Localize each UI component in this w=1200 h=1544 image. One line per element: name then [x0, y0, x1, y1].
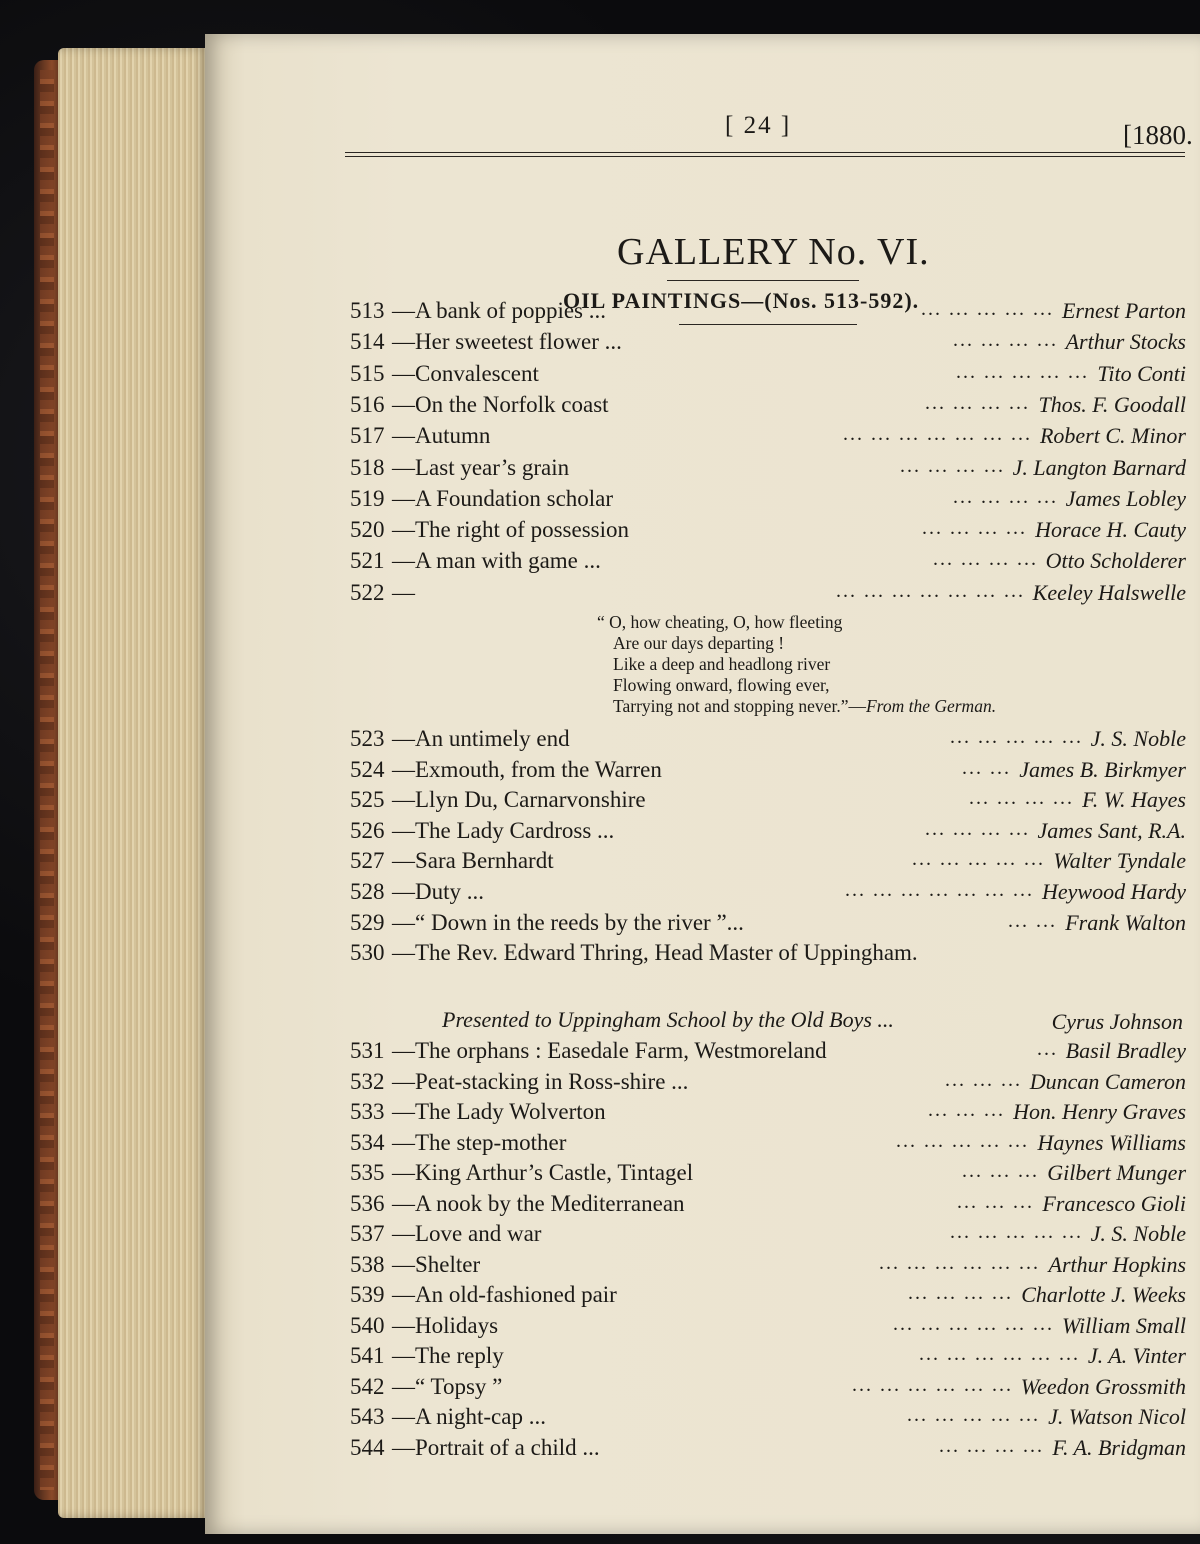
- artist-name: Gilbert Munger: [1047, 1160, 1186, 1185]
- entry-number: 524: [350, 756, 385, 782]
- catalogue-entry: [350, 726, 1186, 756]
- entry-number: 521: [350, 548, 385, 574]
- entry-number: 516: [350, 391, 385, 417]
- catalogue-entry: [350, 1069, 1186, 1099]
- entry-number: 513: [350, 298, 385, 323]
- page-number: [ 24 ]: [725, 112, 792, 139]
- leader-dots: ... ... ... ...: [933, 548, 1038, 571]
- entry-number: 518: [350, 454, 385, 480]
- entry-title: —“ Down in the reeds by the river ”...: [392, 909, 744, 935]
- artist-name: J. A. Vinter: [1087, 1343, 1186, 1368]
- entry-title: —A nook by the Mediterranean: [392, 1190, 685, 1216]
- quote-line: “ O, how cheating, O, how fleeting: [597, 612, 843, 632]
- leader-dots: ... ... ... ...: [925, 391, 1030, 414]
- leader-dots: ... ... ... ... ...: [912, 848, 1045, 871]
- catalogue-entry: [350, 1130, 1186, 1160]
- entry-number: 532: [350, 1068, 385, 1094]
- artist-name: Tito Conti: [1097, 360, 1186, 386]
- entry-number: 536: [350, 1190, 385, 1216]
- artist-name: Cyrus Johnson: [1051, 1009, 1183, 1034]
- artist-name: Charlotte J. Weeks: [1021, 1282, 1186, 1307]
- entry-title: —An untimely end: [392, 726, 570, 751]
- leader-dots: ... ... ... ... ...: [896, 1129, 1029, 1152]
- catalogue-entry: [350, 1282, 1186, 1312]
- entry-number: 533: [350, 1099, 385, 1124]
- entry-number: 517: [350, 423, 385, 449]
- entry-number: 538: [350, 1251, 385, 1277]
- entry-title: —The step-mother: [392, 1129, 567, 1155]
- entry-number: 541: [350, 1343, 385, 1368]
- catalogue-entry: [350, 329, 1186, 359]
- artist-name: Weedon Grossmith: [1020, 1373, 1186, 1399]
- entry-title: —Peat-stacking in Ross-shire ...: [392, 1068, 689, 1094]
- artist-name: J. Watson Nicol: [1048, 1404, 1186, 1429]
- leader-dots: ... ...: [962, 756, 1011, 779]
- catalogue-entry: [350, 848, 1186, 878]
- catalogue-entry: [350, 910, 1186, 940]
- quote-line: Are our days departing !: [613, 633, 785, 653]
- leader-dots: ... ... ... ...: [939, 1434, 1044, 1457]
- entry-number: 535: [350, 1160, 385, 1185]
- entry-title: —On the Norfolk coast: [392, 391, 609, 417]
- artist-name: Horace H. Cauty: [1035, 517, 1186, 543]
- leader-dots: ... ... ... ... ...: [956, 360, 1089, 383]
- catalogue-entry: [350, 298, 1186, 328]
- catalogue-entry: [350, 1221, 1186, 1251]
- quote-line: Flowing onward, flowing ever,: [613, 675, 830, 695]
- artist-name: J. Langton Barnard: [1012, 454, 1186, 480]
- leader-dots: ... ... ... ... ... ...: [893, 1312, 1054, 1335]
- entry-title: —Llyn Du, Carnarvonshire: [392, 787, 646, 813]
- artist-name: Heywood Hardy: [1042, 879, 1186, 904]
- catalogue-entry: [350, 1404, 1186, 1434]
- catalogue-entry: [350, 1191, 1186, 1221]
- section-heading: OIL PAINTINGS—(Nos. 513-592).: [563, 288, 920, 313]
- catalogue-entry: [350, 361, 1186, 391]
- artist-name: F. W. Hayes: [1082, 787, 1186, 813]
- leader-dots: ... ... ... ... ... ... ...: [843, 423, 1032, 446]
- catalogue-entry: [350, 1038, 1186, 1068]
- catalogue-entry: [350, 455, 1186, 485]
- entry-number: 519: [350, 485, 385, 511]
- entry-number: 529: [350, 909, 385, 935]
- gallery-title: GALLERY No. VI.: [617, 231, 930, 273]
- entry-title: —Convalescent: [392, 360, 539, 386]
- leader-dots: ... ... ...: [928, 1099, 1005, 1121]
- entry-title: —A night-cap ...: [392, 1404, 546, 1429]
- page-edges: [58, 48, 208, 1518]
- entry-title: —“ Topsy ”: [392, 1373, 503, 1399]
- catalogue-entry: [350, 486, 1186, 516]
- catalogue-entry: [350, 940, 1186, 970]
- artist-name: Robert C. Minor: [1039, 423, 1186, 449]
- quote-line: Like a deep and headlong river: [613, 654, 831, 674]
- header-rule: [345, 152, 1185, 157]
- entry-title: —: [392, 579, 415, 605]
- leader-dots: ... ...: [1008, 909, 1057, 932]
- entry-title: —The right of possession: [392, 517, 630, 543]
- artist-name: Thos. F. Goodall: [1038, 391, 1186, 417]
- entry-title: —Holidays: [392, 1312, 499, 1338]
- catalogue-entry: [350, 548, 1186, 578]
- leader-dots: ... ... ... ...: [908, 1282, 1013, 1304]
- entry-title: —The Lady Wolverton: [392, 1099, 606, 1124]
- artist-name: Walter Tyndale: [1053, 848, 1186, 874]
- quote-last-line: Tarrying not and stopping never.”—: [613, 696, 866, 716]
- leader-dots: ... ... ... ...: [922, 517, 1027, 540]
- entry-title: —The Lady Cardross ...: [392, 817, 615, 843]
- catalogue-entry: [350, 423, 1186, 453]
- leader-dots: ... ... ...: [957, 1190, 1034, 1213]
- entry-title: —Love and war: [392, 1221, 542, 1246]
- year-label: [1880.: [1123, 120, 1193, 150]
- artist-name: F. A. Bridgman: [1052, 1434, 1186, 1460]
- entry-title: —Exmouth, from the Warren: [392, 756, 662, 782]
- catalogue-entry: [350, 879, 1186, 909]
- quote-source: From the German.: [865, 696, 997, 716]
- entry-title: —Sara Bernhardt: [392, 848, 554, 874]
- leader-dots: ... ... ... ... ... ...: [852, 1373, 1013, 1396]
- entry-number: 540: [350, 1312, 385, 1338]
- artist-name: William Small: [1061, 1312, 1186, 1338]
- entry-title: —Last year’s grain: [392, 454, 570, 480]
- artist-name: Arthur Hopkins: [1048, 1251, 1186, 1277]
- catalogue-entry: [350, 818, 1186, 848]
- artist-name: Duncan Cameron: [1029, 1068, 1186, 1094]
- entry-title: —Shelter: [392, 1251, 481, 1277]
- entry-number: 544: [350, 1434, 385, 1460]
- catalogue-entry: [350, 757, 1186, 787]
- artist-name: Keeley Halswelle: [1032, 579, 1186, 605]
- entry-number: 537: [350, 1221, 385, 1246]
- entry-number: 528: [350, 879, 385, 904]
- artist-name: Hon. Henry Graves: [1013, 1099, 1186, 1124]
- entry-number: 515: [350, 360, 385, 386]
- artist-name: James B. Birkmyer: [1019, 756, 1186, 782]
- leader-dots: ... ... ... ... ... ... ...: [845, 879, 1034, 901]
- catalogue-entry: [350, 1435, 1186, 1465]
- catalogue-entry: [350, 517, 1186, 547]
- entry-number: 514: [350, 329, 385, 355]
- leader-dots: ... ... ...: [962, 1160, 1039, 1182]
- entry-number: 539: [350, 1282, 385, 1307]
- entry-title: —Her sweetest flower ...: [392, 329, 622, 355]
- entry-title: —Autumn: [392, 423, 491, 449]
- entry-number: 534: [350, 1129, 385, 1155]
- entry-number: 543: [350, 1404, 385, 1429]
- catalogue-entry: [350, 392, 1186, 422]
- presented-note: Presented to Uppingham School by the Old Boys ...: [442, 1007, 894, 1032]
- entry-title: —The orphans : Easedale Farm, Westmoreland: [392, 1038, 827, 1063]
- catalogue-entry: [350, 1160, 1186, 1190]
- title-rule: [667, 280, 859, 281]
- leader-dots: ... ... ... ... ...: [950, 1221, 1083, 1243]
- leader-dots: ... ... ... ... ... ...: [919, 1343, 1080, 1365]
- artist-name: James Sant, R.A.: [1037, 817, 1186, 843]
- leader-dots: ...: [1037, 1038, 1058, 1060]
- catalogue-entry: [350, 1252, 1186, 1282]
- catalogue-entry: [350, 1343, 1186, 1373]
- leader-dots: ... ... ...: [945, 1068, 1022, 1091]
- entry-title: —An old-fashioned pair: [392, 1282, 617, 1307]
- entry-number: 526: [350, 817, 385, 843]
- artist-name: Francesco Gioli: [1042, 1190, 1186, 1216]
- artist-name: Frank Walton: [1065, 909, 1186, 935]
- leader-dots: ... ... ... ... ...: [950, 726, 1083, 748]
- leader-dots: ... ... ... ... ... ...: [879, 1251, 1040, 1274]
- entry-title: —A bank of poppies ...: [392, 298, 607, 323]
- entry-number: 542: [350, 1373, 385, 1399]
- leader-dots: ... ... ... ...: [953, 329, 1058, 352]
- entry-number: 523: [350, 726, 385, 751]
- leader-dots: ... ... ... ... ...: [907, 1404, 1040, 1426]
- entry-title: —King Arthur’s Castle, Tintagel: [392, 1160, 694, 1185]
- artist-name: Basil Bradley: [1065, 1038, 1186, 1063]
- entry-title: —The Rev. Edward Thring, Head Master of Uppingham.: [392, 940, 918, 966]
- leader-dots: ... ... ... ...: [953, 485, 1058, 508]
- entry-title: —The reply: [392, 1343, 504, 1368]
- entry-number: 522: [350, 579, 385, 605]
- entry-number: 531: [350, 1038, 385, 1063]
- catalogue-entry: [350, 1099, 1186, 1129]
- catalogue-entry: [350, 1313, 1186, 1343]
- entry-title: —A Foundation scholar: [392, 485, 614, 511]
- entry-number: 525: [350, 787, 385, 813]
- entry-number: 530: [350, 940, 385, 966]
- artist-name: J. S. Noble: [1090, 1221, 1186, 1246]
- artist-name: James Lobley: [1065, 485, 1186, 511]
- entry-title: —Portrait of a child ...: [392, 1434, 600, 1460]
- entry-title: —A man with game ...: [392, 548, 601, 574]
- artist-name: Arthur Stocks: [1065, 329, 1186, 355]
- artist-name: Ernest Parton: [1061, 298, 1186, 323]
- quote-block: [597, 612, 996, 717]
- quote-line: [613, 696, 996, 717]
- artist-name: Otto Scholderer: [1045, 548, 1186, 574]
- leader-dots: ... ... ... ...: [925, 817, 1030, 840]
- catalogue-entry: [350, 580, 1186, 610]
- entry-number: 520: [350, 517, 385, 543]
- leader-dots: ... ... ... ...: [900, 454, 1005, 477]
- leader-dots: ... ... ... ... ...: [921, 298, 1054, 320]
- entry-title: —Duty ...: [392, 879, 484, 904]
- artist-name: Haynes Williams: [1037, 1129, 1186, 1155]
- catalogue-entry: [350, 787, 1186, 817]
- catalogue-entry: [350, 1374, 1186, 1404]
- catalogue-page: [205, 34, 1200, 1534]
- artist-name: J. S. Noble: [1090, 726, 1186, 751]
- entry-number: 527: [350, 848, 385, 874]
- leader-dots: ... ... ... ...: [969, 787, 1074, 810]
- leader-dots: ... ... ... ... ... ... ...: [836, 579, 1025, 602]
